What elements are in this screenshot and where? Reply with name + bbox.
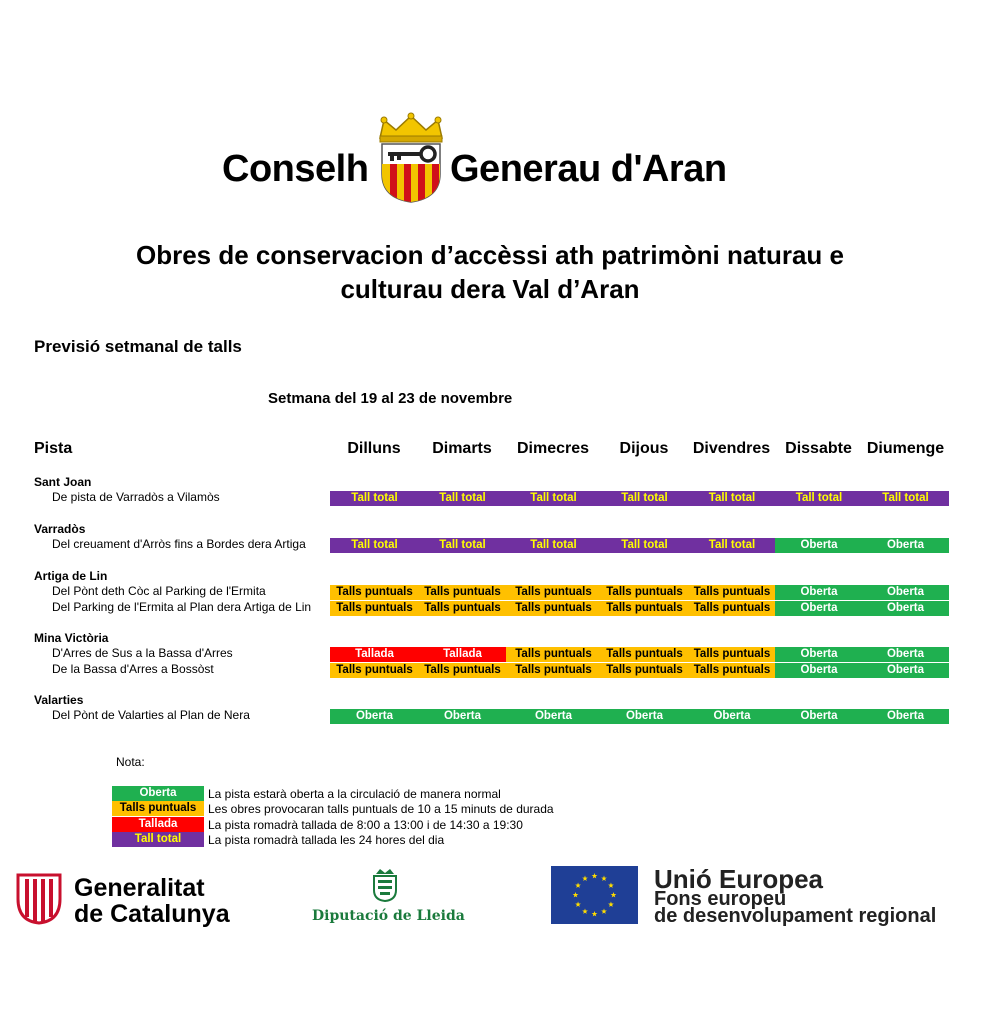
status-cell-divendres: Talls puntuals: [688, 647, 776, 662]
day-header-dimecres: Dimecres: [516, 440, 590, 457]
route-label: Del Pònt de Valarties al Plan de Nera: [52, 708, 250, 722]
group-label-artiga-de-lin: Artiga de Lin: [34, 569, 108, 583]
status-cell-dimarts: Talls puntuals: [418, 585, 507, 600]
status-cell-dissabte: Oberta: [775, 538, 863, 553]
legend-description: La pista romadrà tallada de 8:00 a 13:00 i de 14:30 a 19:30: [208, 818, 523, 832]
logo-text-right: Generau d'Aran: [450, 148, 727, 190]
status-cell-diumenge: Oberta: [862, 647, 949, 662]
route-label: Del Parking de l'Ermita al Plan dera Artiga de Lin: [52, 599, 312, 614]
aran-crest-icon: [376, 112, 446, 204]
legend-swatch: Talls puntuals: [112, 801, 204, 816]
status-cell-dimarts: Talls puntuals: [418, 663, 507, 678]
legend-swatch: Oberta: [112, 786, 204, 801]
status-cell-dijous: Tall total: [600, 538, 689, 553]
legend-description: Les obres provocaran talls puntuals de 10 a 15 minuts de durada: [208, 802, 554, 816]
status-cell-dijous: Talls puntuals: [600, 601, 689, 616]
status-cell-diumenge: Oberta: [862, 538, 949, 553]
status-cell-dimecres: Oberta: [506, 709, 601, 724]
status-cell-dissabte: Oberta: [775, 663, 863, 678]
pista-column-header: Pista: [34, 440, 73, 457]
legend-swatch: Tallada: [112, 817, 204, 832]
status-cell-dijous: Oberta: [600, 709, 689, 724]
status-cell-dissabte: Oberta: [775, 585, 863, 600]
day-header-dijous: Dijous: [619, 440, 669, 457]
status-cell-diumenge: Tall total: [862, 491, 949, 506]
status-cell-dilluns: Tall total: [330, 491, 419, 506]
status-cell-dijous: Tall total: [600, 491, 689, 506]
status-cell-dilluns: Talls puntuals: [330, 663, 419, 678]
eu-title: Unió Europea: [654, 864, 824, 894]
status-cell-divendres: Talls puntuals: [688, 585, 776, 600]
diputacio-emblem-icon: [370, 868, 400, 902]
status-cell-dissabte: Oberta: [775, 647, 863, 662]
status-cell-divendres: Talls puntuals: [688, 601, 776, 616]
status-cell-dijous: Talls puntuals: [600, 647, 689, 662]
group-label-varrados: Varradòs: [34, 522, 86, 536]
route-label: D'Arres de Sus a la Bassa d'Arres: [52, 646, 233, 660]
status-cell-dilluns: Oberta: [330, 709, 419, 724]
document-title-line-1: Obres de conservacion d’accèssi ath patrimòni naturau e: [135, 240, 845, 270]
status-cell-diumenge: Oberta: [862, 601, 949, 616]
group-label-mina-victoria: Mina Victòria: [34, 631, 109, 645]
status-cell-dimecres: Talls puntuals: [506, 601, 601, 616]
legend-note-label: Nota:: [116, 755, 145, 769]
group-label-sant-joan: Sant Joan: [34, 475, 92, 489]
generalitat-name-line-2: de Catalunya: [74, 900, 230, 928]
status-cell-diumenge: Oberta: [862, 663, 949, 678]
section-title: Previsió setmanal de talls: [34, 337, 242, 356]
status-cell-dimecres: Talls puntuals: [506, 663, 601, 678]
day-header-dimarts: Dimarts: [432, 440, 492, 457]
status-cell-dissabte: Tall total: [775, 491, 863, 506]
day-header-diumenge: Diumenge: [866, 440, 945, 457]
status-cell-divendres: Tall total: [688, 491, 776, 506]
status-cell-dimarts: Talls puntuals: [418, 601, 507, 616]
status-cell-diumenge: Oberta: [862, 709, 949, 724]
week-label: Setmana del 19 al 23 de novembre: [268, 390, 513, 407]
route-label: De pista de Varradòs a Vilamòs: [52, 490, 220, 504]
status-cell-dijous: Talls puntuals: [600, 585, 689, 600]
status-cell-dissabte: Oberta: [775, 709, 863, 724]
status-cell-dimarts: Oberta: [418, 709, 507, 724]
status-cell-dimecres: Tall total: [506, 491, 601, 506]
status-cell-dimarts: Tall total: [418, 538, 507, 553]
status-cell-dilluns: Talls puntuals: [330, 601, 419, 616]
status-cell-divendres: Talls puntuals: [688, 663, 776, 678]
route-label: Del creuament d'Arròs fins a Bordes dera Artiga: [52, 537, 306, 551]
status-cell-dimecres: Talls puntuals: [506, 647, 601, 662]
status-cell-dimecres: Tall total: [506, 538, 601, 553]
logo-text-left: Conselh: [222, 148, 369, 190]
route-label: De la Bassa d'Arres a Bossòst: [52, 661, 214, 676]
generalitat-logo-icon: [16, 873, 62, 925]
group-label-valarties: Valarties: [34, 693, 84, 707]
status-cell-dimarts: Tall total: [418, 491, 507, 506]
legend-description: La pista estarà oberta a la circulació de manera normal: [208, 787, 501, 801]
status-cell-dimecres: Talls puntuals: [506, 585, 601, 600]
status-cell-dilluns: Tallada: [330, 647, 419, 662]
diputacio-name: Diputació de Lleida: [312, 908, 465, 924]
document-title-line-2: culturau dera Val d’Aran: [340, 274, 640, 304]
status-cell-dijous: Talls puntuals: [600, 663, 689, 678]
day-header-dissabte: Dissabte: [785, 440, 852, 457]
eu-flag-icon: [551, 866, 638, 924]
route-label: Del Pònt deth Còc al Parking de l'Ermita: [52, 584, 266, 598]
eu-subtitle-line-2: de desenvolupament regional: [654, 905, 937, 927]
generalitat-name-line-1: Generalitat: [74, 874, 205, 902]
legend-description: La pista romadrà tallada les 24 hores del dia: [208, 833, 445, 847]
status-cell-dimarts: Tallada: [418, 647, 507, 662]
day-header-dilluns: Dilluns: [347, 440, 401, 457]
status-cell-divendres: Tall total: [688, 538, 776, 553]
status-cell-dissabte: Oberta: [775, 601, 863, 616]
legend-swatch: Tall total: [112, 832, 204, 847]
document-title: [40, 238, 940, 306]
status-cell-divendres: Oberta: [688, 709, 776, 724]
status-cell-diumenge: Oberta: [862, 585, 949, 600]
status-cell-dilluns: Tall total: [330, 538, 419, 553]
day-header-divendres: Divendres: [692, 440, 771, 457]
eu-subtitle-line-1: Fons europeu: [654, 888, 787, 910]
status-cell-dilluns: Talls puntuals: [330, 585, 419, 600]
